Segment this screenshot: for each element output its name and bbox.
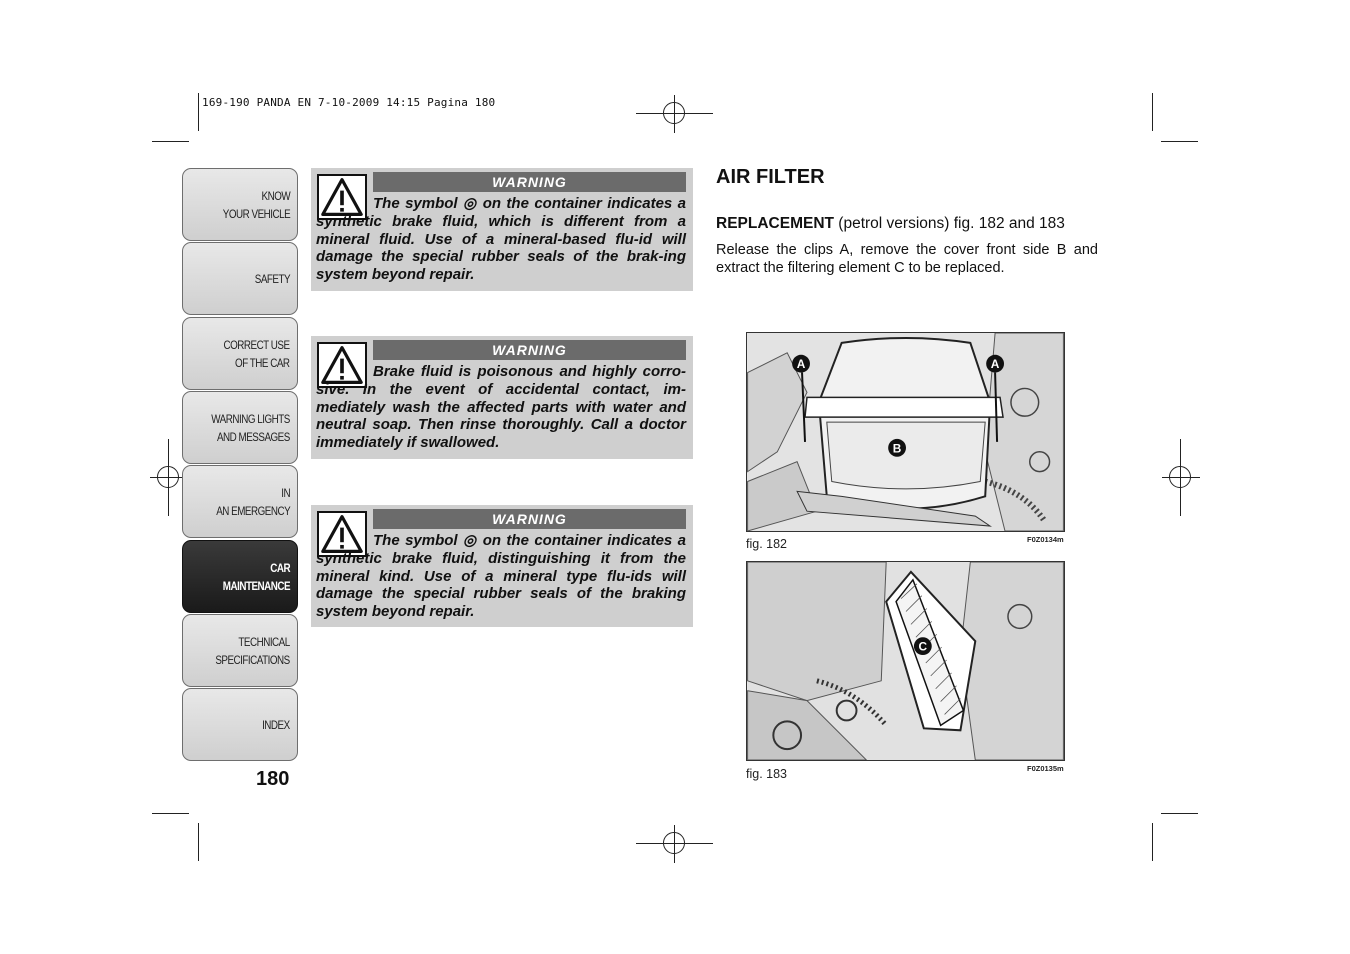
figure-182-caption: fig. 182 [746,537,788,551]
warning-text: Brake fluid is poisonous and highly corro-sive. In the event of accidental contact, im-mediately wash the affected parts with water and neutral soap. Then rinse thoroughly. Call a doctor immediately if swallowed. [316,363,686,452]
tab-label: IN AN EMERGENCY [216,485,290,518]
tab-know-your-vehicle[interactable] [182,168,298,241]
air-filter-cover-illustration [747,333,1064,531]
tab-label: TECHNICAL SPECIFICATIONS [215,634,290,667]
figure-183-caption: fig. 183 [746,767,788,781]
figure-182-air-filter-cover [746,332,1065,532]
page-number: 180 [256,768,290,790]
warning-text-part: The symbol [373,195,463,212]
warning-text [316,532,686,621]
synthetic-fluid-symbol-icon: ◎ [462,195,478,212]
subtitle-rest: (petrol versions) fig. 182 and 183 [833,215,1065,232]
warning-text-part: on the container indicates a synthetic brake fluid, distinguishing it from the mineral kind. Use of a mineral type flu-ids will damage the special rubber seals of the braking system beyond repair. [316,532,686,621]
filter-element-illustration [747,562,1064,760]
tab-label: SAFETY [254,271,290,286]
section-subtitle [716,215,1065,233]
warning-box-2 [311,336,693,459]
tab-correct-use[interactable] [182,317,298,390]
callout-c: C [918,639,928,654]
callout-a-left: A [796,357,806,372]
tab-label: INDEX [262,717,290,732]
tab-in-an-emergency[interactable] [182,465,298,538]
warning-text-part: The symbol [373,532,463,549]
tab-label: CAR MAINTENANCE [222,560,290,593]
synthetic-fluid-symbol-icon: ◎ [462,532,478,549]
tab-index[interactable] [182,688,298,761]
warning-heading: WARNING [373,340,686,360]
warning-text [316,195,686,284]
tab-warning-lights[interactable] [182,391,298,464]
warning-box-1 [311,168,693,291]
callout-b: B [892,441,902,456]
warning-heading: WARNING [373,509,686,529]
subtitle-bold: REPLACEMENT [716,215,834,232]
warning-heading: WARNING [373,172,686,192]
figure-183-filter-element [746,561,1065,761]
warning-text-part: on the container indicates a synthetic brake fluid, which is different from a mineral fluid. Use of a mineral-based flu-id will damage the special rubber seals of the brak-ing system beyond repair. [316,195,686,284]
tab-label: CORRECT USE OF THE CAR [223,337,290,370]
section-body: Release the clips A, remove the cover front side B and extract the filtering element C to be replaced. [716,242,1098,276]
figure-183-code: F0Z0135m [1027,764,1064,773]
section-title: AIR FILTER [716,166,825,188]
tab-label: WARNING LIGHTS AND MESSAGES [211,411,290,444]
tab-label: KNOW YOUR VEHICLE [222,188,290,221]
figure-182-code: F0Z0134m [1027,535,1064,544]
tab-safety[interactable] [182,242,298,315]
tab-technical-specifications[interactable] [182,614,298,687]
callout-a-right: A [990,357,1000,372]
warning-box-3 [311,505,693,627]
print-slug: 169-190 PANDA EN 7-10-2009 14:15 Pagina 180 [202,96,496,109]
tab-car-maintenance[interactable] [182,540,298,613]
